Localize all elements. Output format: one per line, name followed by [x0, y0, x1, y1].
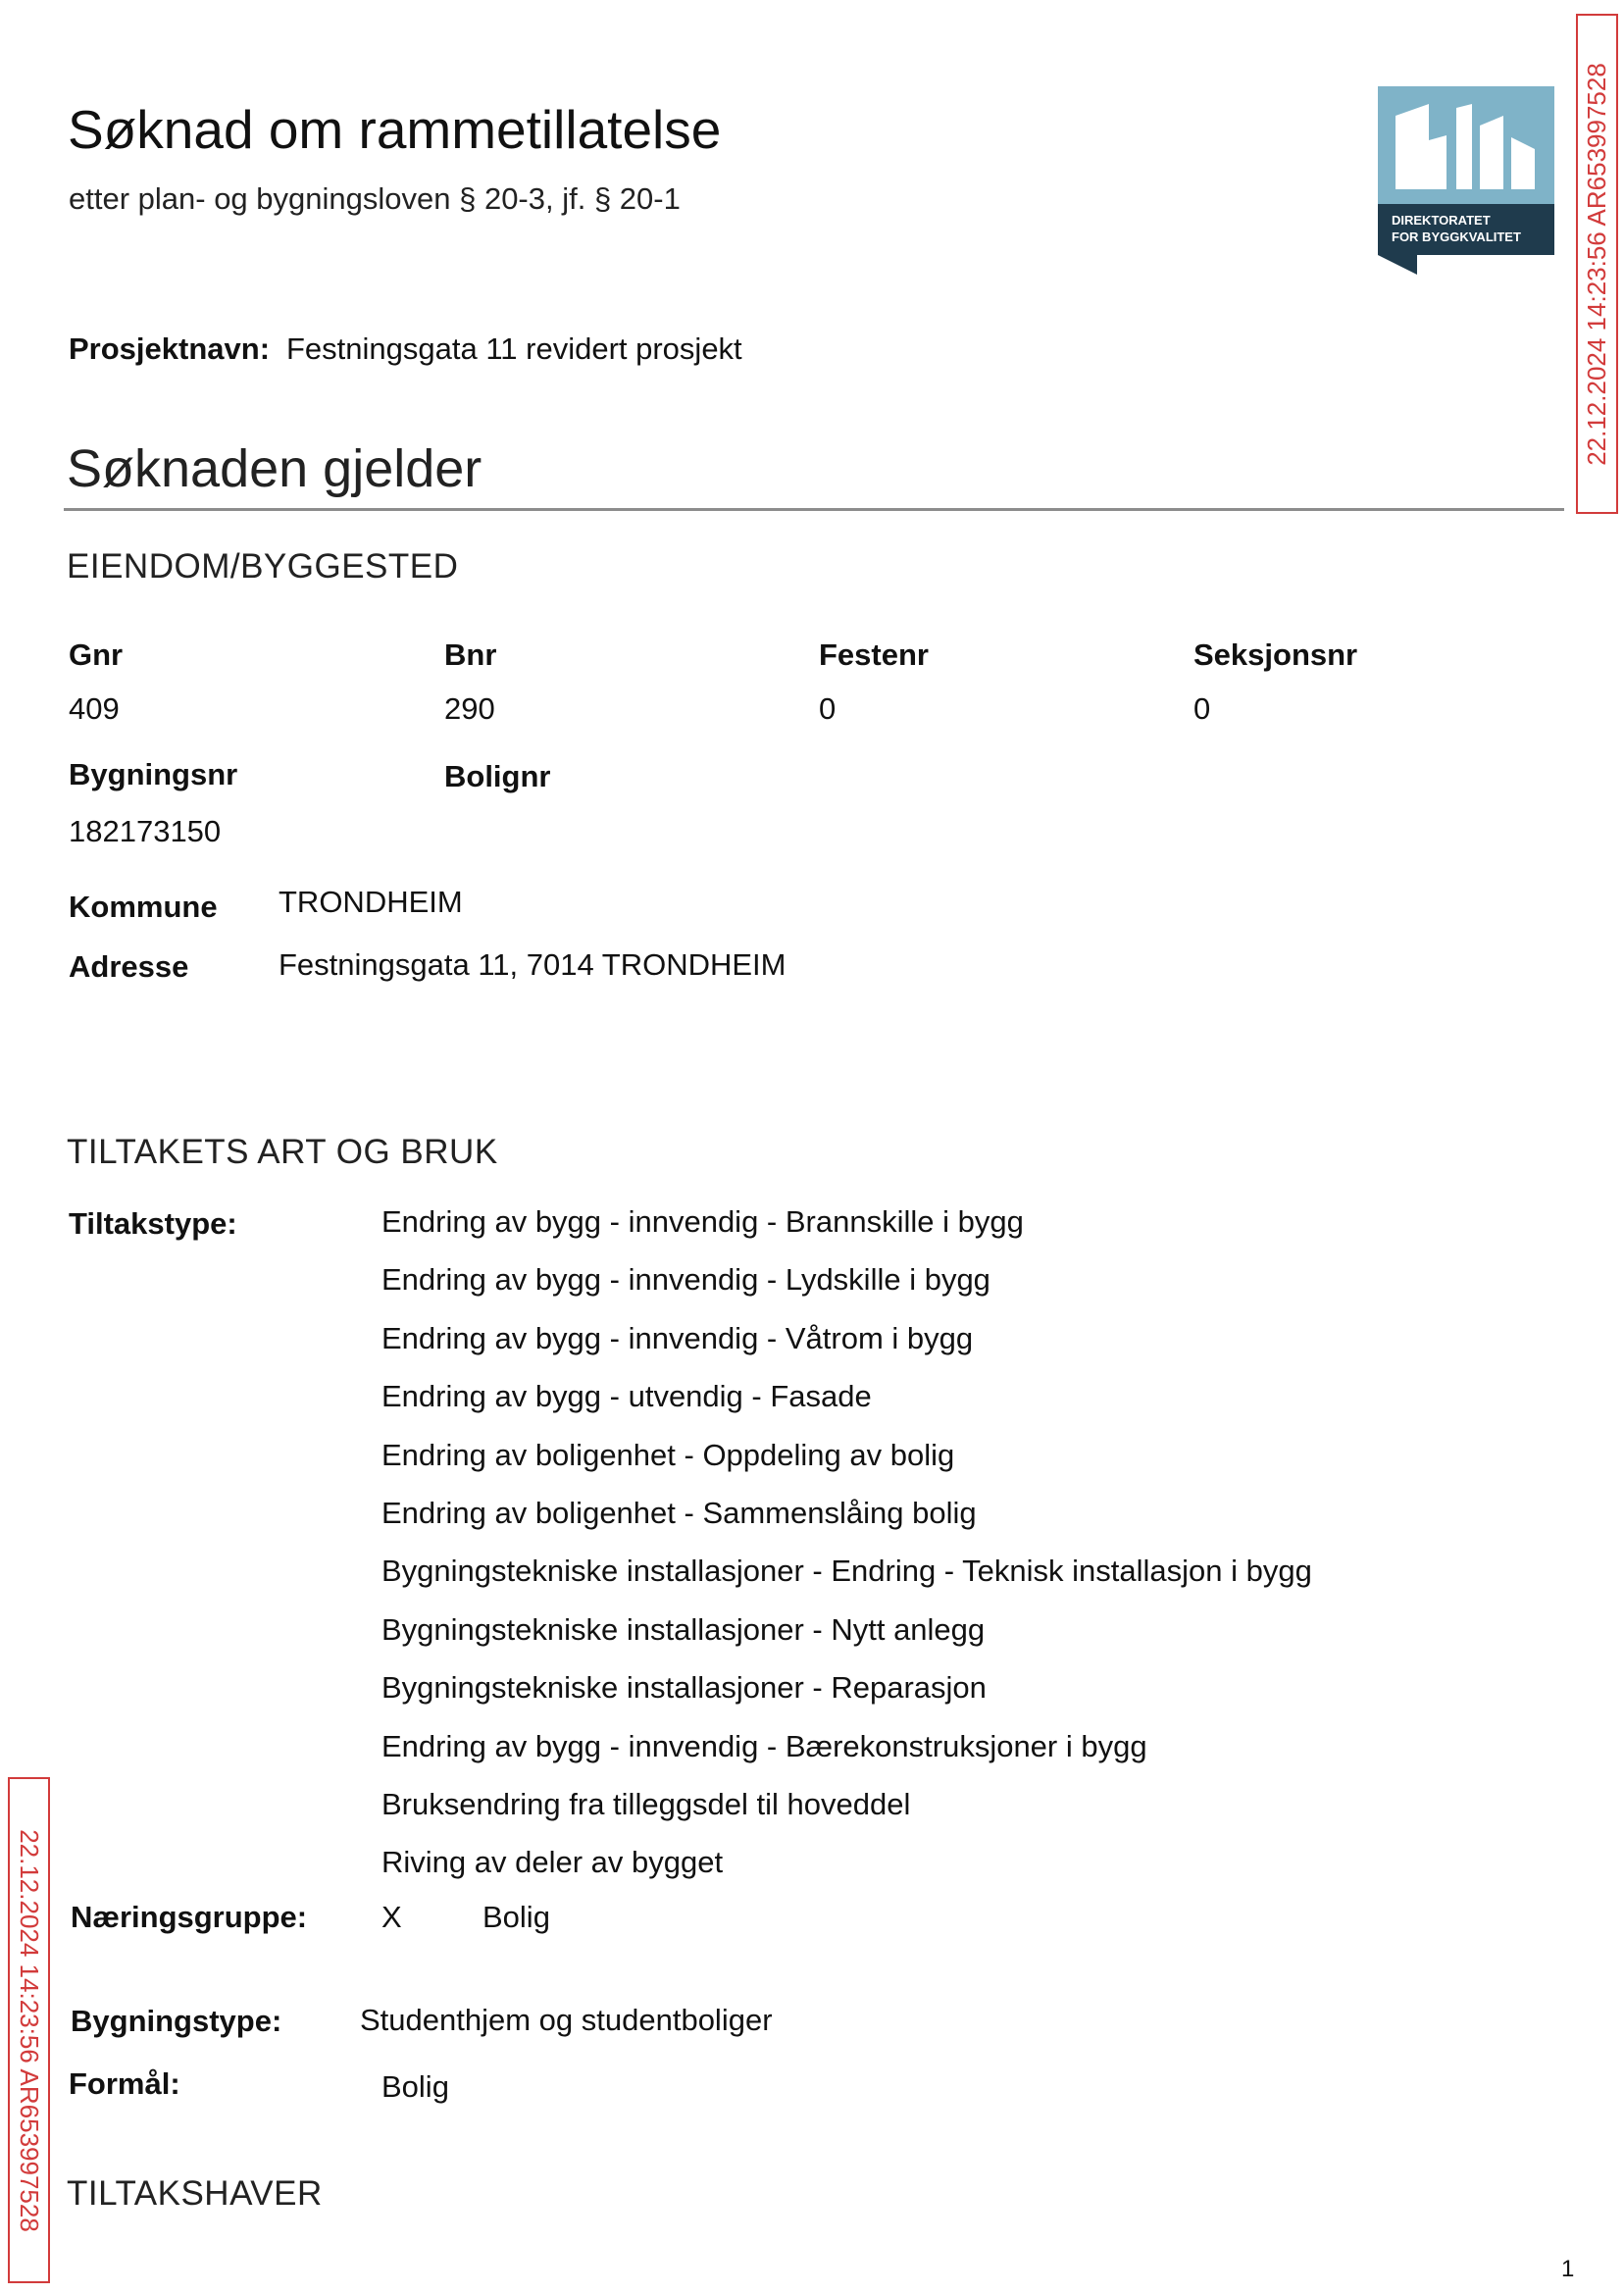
tiltak-heading: TILTAKETS ART OG BRUK: [67, 1133, 498, 1171]
tiltakstype-item: Endring av bygg - innvendig - Brannskille i bygg: [381, 1204, 1024, 1239]
formal-value: Bolig: [381, 2069, 449, 2104]
dibk-logo-icon: [1378, 86, 1554, 275]
seksjonsnr-label: Seksjonsnr: [1193, 637, 1358, 672]
tiltakstype-item: Bruksendring fra tilleggsdel til hoveddel: [381, 1786, 911, 1821]
logo-text-1: DIREKTORATET: [1392, 213, 1491, 228]
kommune-label: Kommune: [69, 890, 218, 924]
bnr-value: 290: [444, 691, 495, 726]
tiltakstype-label: Tiltakstype:: [69, 1206, 237, 1241]
naeringsgruppe-code: X: [381, 1900, 402, 1934]
bygningstype-label: Bygningstype:: [71, 2004, 282, 2038]
festenr-value: 0: [819, 691, 837, 726]
logo-text-2: FOR BYGGKVALITET: [1392, 229, 1521, 244]
gnr-label: Gnr: [69, 637, 124, 672]
timestamp-stamp-top: [1576, 14, 1618, 514]
stamp-text: 22.12.2024 14:23:56 AR653997528: [15, 1828, 45, 2232]
bolignr-label: Bolignr: [444, 759, 551, 793]
tiltakstype-item: Endring av bygg - innvendig - Bærekonstruksjoner i bygg: [381, 1728, 1147, 1763]
naeringsgruppe-label: Næringsgruppe:: [71, 1900, 308, 1934]
document-subtitle: etter plan- og bygningsloven § 20-3, jf. § 20-1: [69, 181, 681, 216]
project-name-label: Prosjektnavn:: [69, 331, 271, 366]
bygningsnr-label: Bygningsnr: [69, 757, 238, 791]
gnr-value: 409: [69, 691, 120, 726]
document-title: Søknad om rammetillatelse: [68, 99, 722, 160]
adresse-value: Festningsgata 11, 7014 TRONDHEIM: [279, 947, 787, 982]
tiltakstype-item: Endring av boligenhet - Sammenslåing bolig: [381, 1495, 977, 1530]
bnr-label: Bnr: [444, 637, 497, 672]
timestamp-stamp-bottom: [8, 1777, 50, 2283]
eiendom-heading: EIENDOM/BYGGESTED: [67, 547, 459, 586]
tiltakshaver-heading: TILTAKSHAVER: [67, 2174, 323, 2213]
adresse-label: Adresse: [69, 949, 189, 984]
tiltakstype-item: Bygningstekniske installasjoner - Endring - Teknisk installasjon i bygg: [381, 1554, 1312, 1589]
formal-label: Formål:: [69, 2066, 180, 2101]
stamp-text: 22.12.2024 14:23:56 AR653997528: [1582, 62, 1612, 466]
section-divider: [64, 508, 1564, 511]
kommune-value: TRONDHEIM: [279, 885, 463, 919]
tiltakstype-item: Endring av bygg - innvendig - Lydskille i bygg: [381, 1262, 990, 1298]
tiltakstype-list: [381, 1202, 1312, 1902]
tiltakstype-item: Bygningstekniske installasjoner - Nytt anlegg: [381, 1611, 986, 1647]
bygningstype-value: Studenthjem og studentboliger: [360, 2003, 773, 2037]
tiltakstype-item: Bygningstekniske installasjoner - Reparasjon: [381, 1670, 987, 1706]
tiltakstype-item: Endring av bygg - utvendig - Fasade: [381, 1379, 872, 1414]
project-name-value: Festningsgata 11 revidert prosjekt: [286, 331, 742, 366]
tiltakstype-item: Riving av deler av bygget: [381, 1845, 724, 1880]
section-title: Søknaden gjelder: [67, 439, 482, 498]
seksjonsnr-value: 0: [1193, 691, 1211, 726]
page-number: 1: [1561, 2256, 1575, 2282]
naeringsgruppe-value: Bolig: [482, 1900, 550, 1934]
festenr-label: Festenr: [819, 637, 929, 672]
tiltakstype-item: Endring av boligenhet - Oppdeling av bolig: [381, 1437, 955, 1472]
tiltakstype-item: Endring av bygg - innvendig - Våtrom i bygg: [381, 1320, 974, 1355]
bygningsnr-value: 182173150: [69, 814, 222, 848]
